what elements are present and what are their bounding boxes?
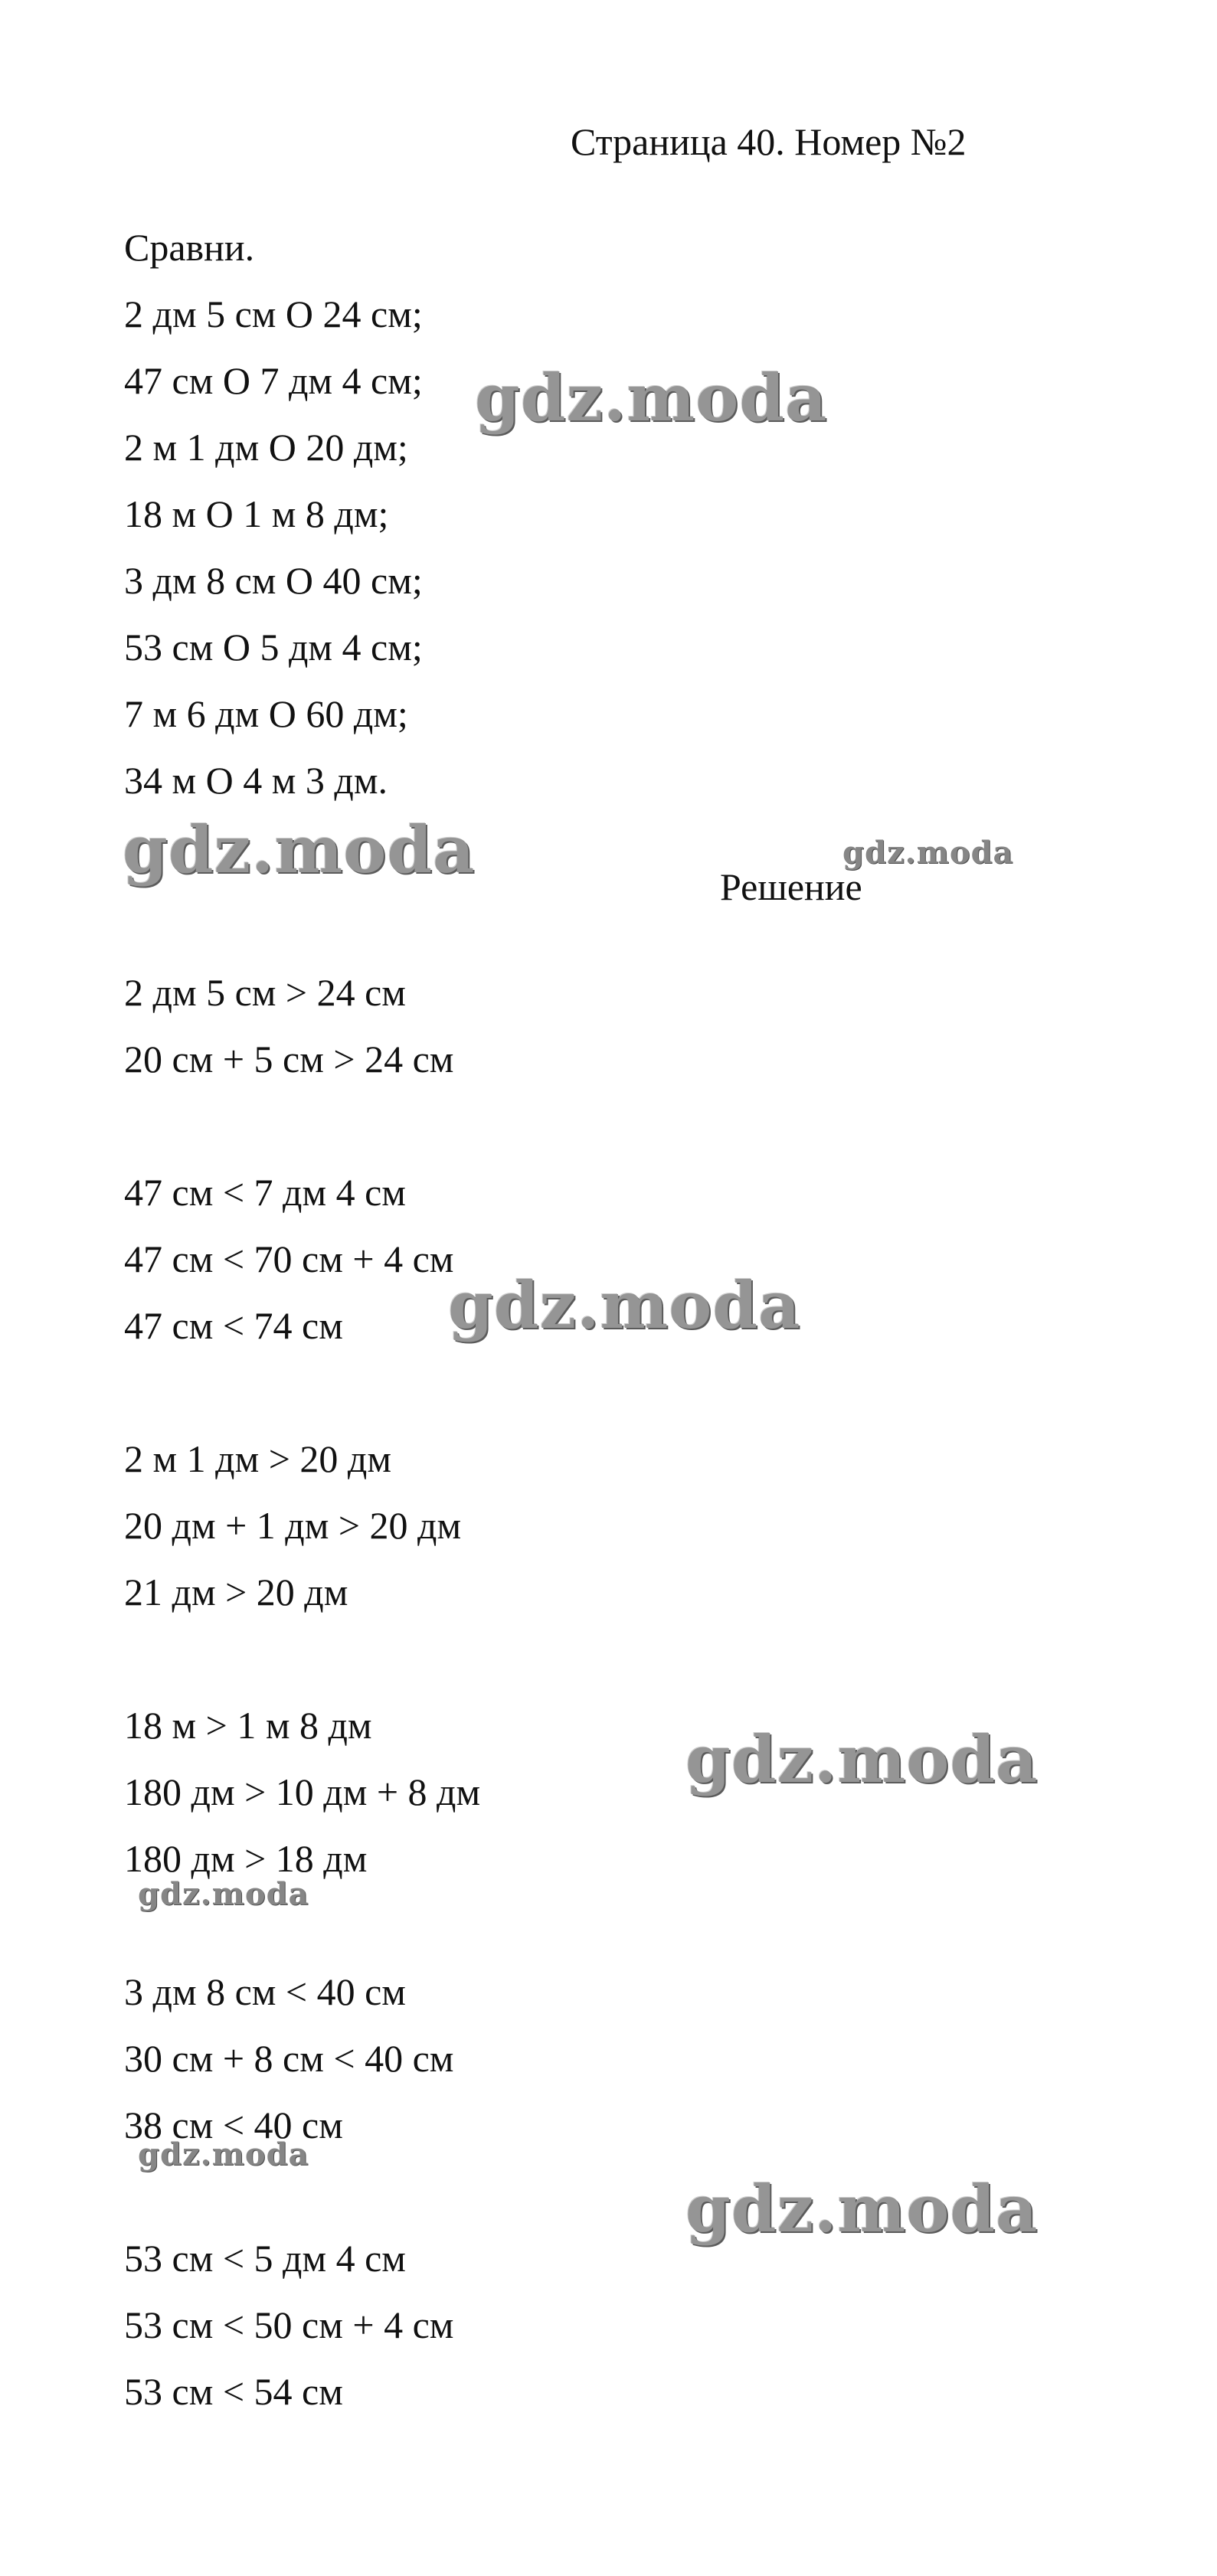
watermark: gdz.moda <box>123 812 476 888</box>
solution-line: 18 м > 1 м 8 дм <box>124 1704 372 1747</box>
task-line: 47 см О 7 дм 4 см; <box>124 359 423 402</box>
watermark: gdz.moda <box>138 2136 309 2172</box>
task-line: 3 дм 8 см О 40 см; <box>124 559 423 602</box>
task-line: 18 м О 1 м 8 дм; <box>124 492 389 535</box>
page-header: Страница 40. Номер №2 <box>571 120 967 163</box>
solution-title: Решение <box>720 865 862 908</box>
task-line: 53 см О 5 дм 4 см; <box>124 626 423 669</box>
solution-line: 180 дм > 18 дм <box>124 1837 368 1880</box>
solution-line: 47 см < 7 дм 4 см <box>124 1171 406 1214</box>
watermark: gdz.moda <box>685 2171 1039 2247</box>
solution-line: 2 дм 5 см > 24 см <box>124 971 406 1014</box>
watermark: gdz.moda <box>475 360 828 436</box>
solution-line: 47 см < 70 см + 4 см <box>124 1237 454 1280</box>
task-line: 2 м 1 дм О 20 дм; <box>124 426 408 469</box>
solution-line: 3 дм 8 см < 40 см <box>124 1970 406 2013</box>
solution-line: 180 дм > 10 дм + 8 дм <box>124 1770 481 1813</box>
solution-line: 30 см + 8 см < 40 см <box>124 2037 454 2080</box>
task-line: 7 м 6 дм О 60 дм; <box>124 692 408 735</box>
solution-line: 53 см < 54 см <box>124 2370 343 2413</box>
solution-line: 38 см < 40 см <box>124 2104 343 2146</box>
solution-line: 53 см < 50 см + 4 см <box>124 2303 454 2346</box>
solution-line: 20 дм + 1 дм > 20 дм <box>124 1504 462 1547</box>
solution-line: 2 м 1 дм > 20 дм <box>124 1437 391 1480</box>
task-line: 2 дм 5 см О 24 см; <box>124 293 423 335</box>
watermark: gdz.moda <box>842 835 1014 871</box>
watermark: gdz.moda <box>138 1876 309 1912</box>
task-line: 34 м О 4 м 3 дм. <box>124 759 388 802</box>
solution-line: 47 см < 74 см <box>124 1304 343 1347</box>
watermark: gdz.moda <box>448 1267 801 1343</box>
solution-line: 21 дм > 20 дм <box>124 1571 348 1613</box>
watermark: gdz.moda <box>685 1721 1039 1797</box>
task-title: Сравни. <box>124 226 255 269</box>
solution-line: 20 см + 5 см > 24 см <box>124 1038 454 1080</box>
solution-line: 53 см < 5 дм 4 см <box>124 2237 406 2280</box>
